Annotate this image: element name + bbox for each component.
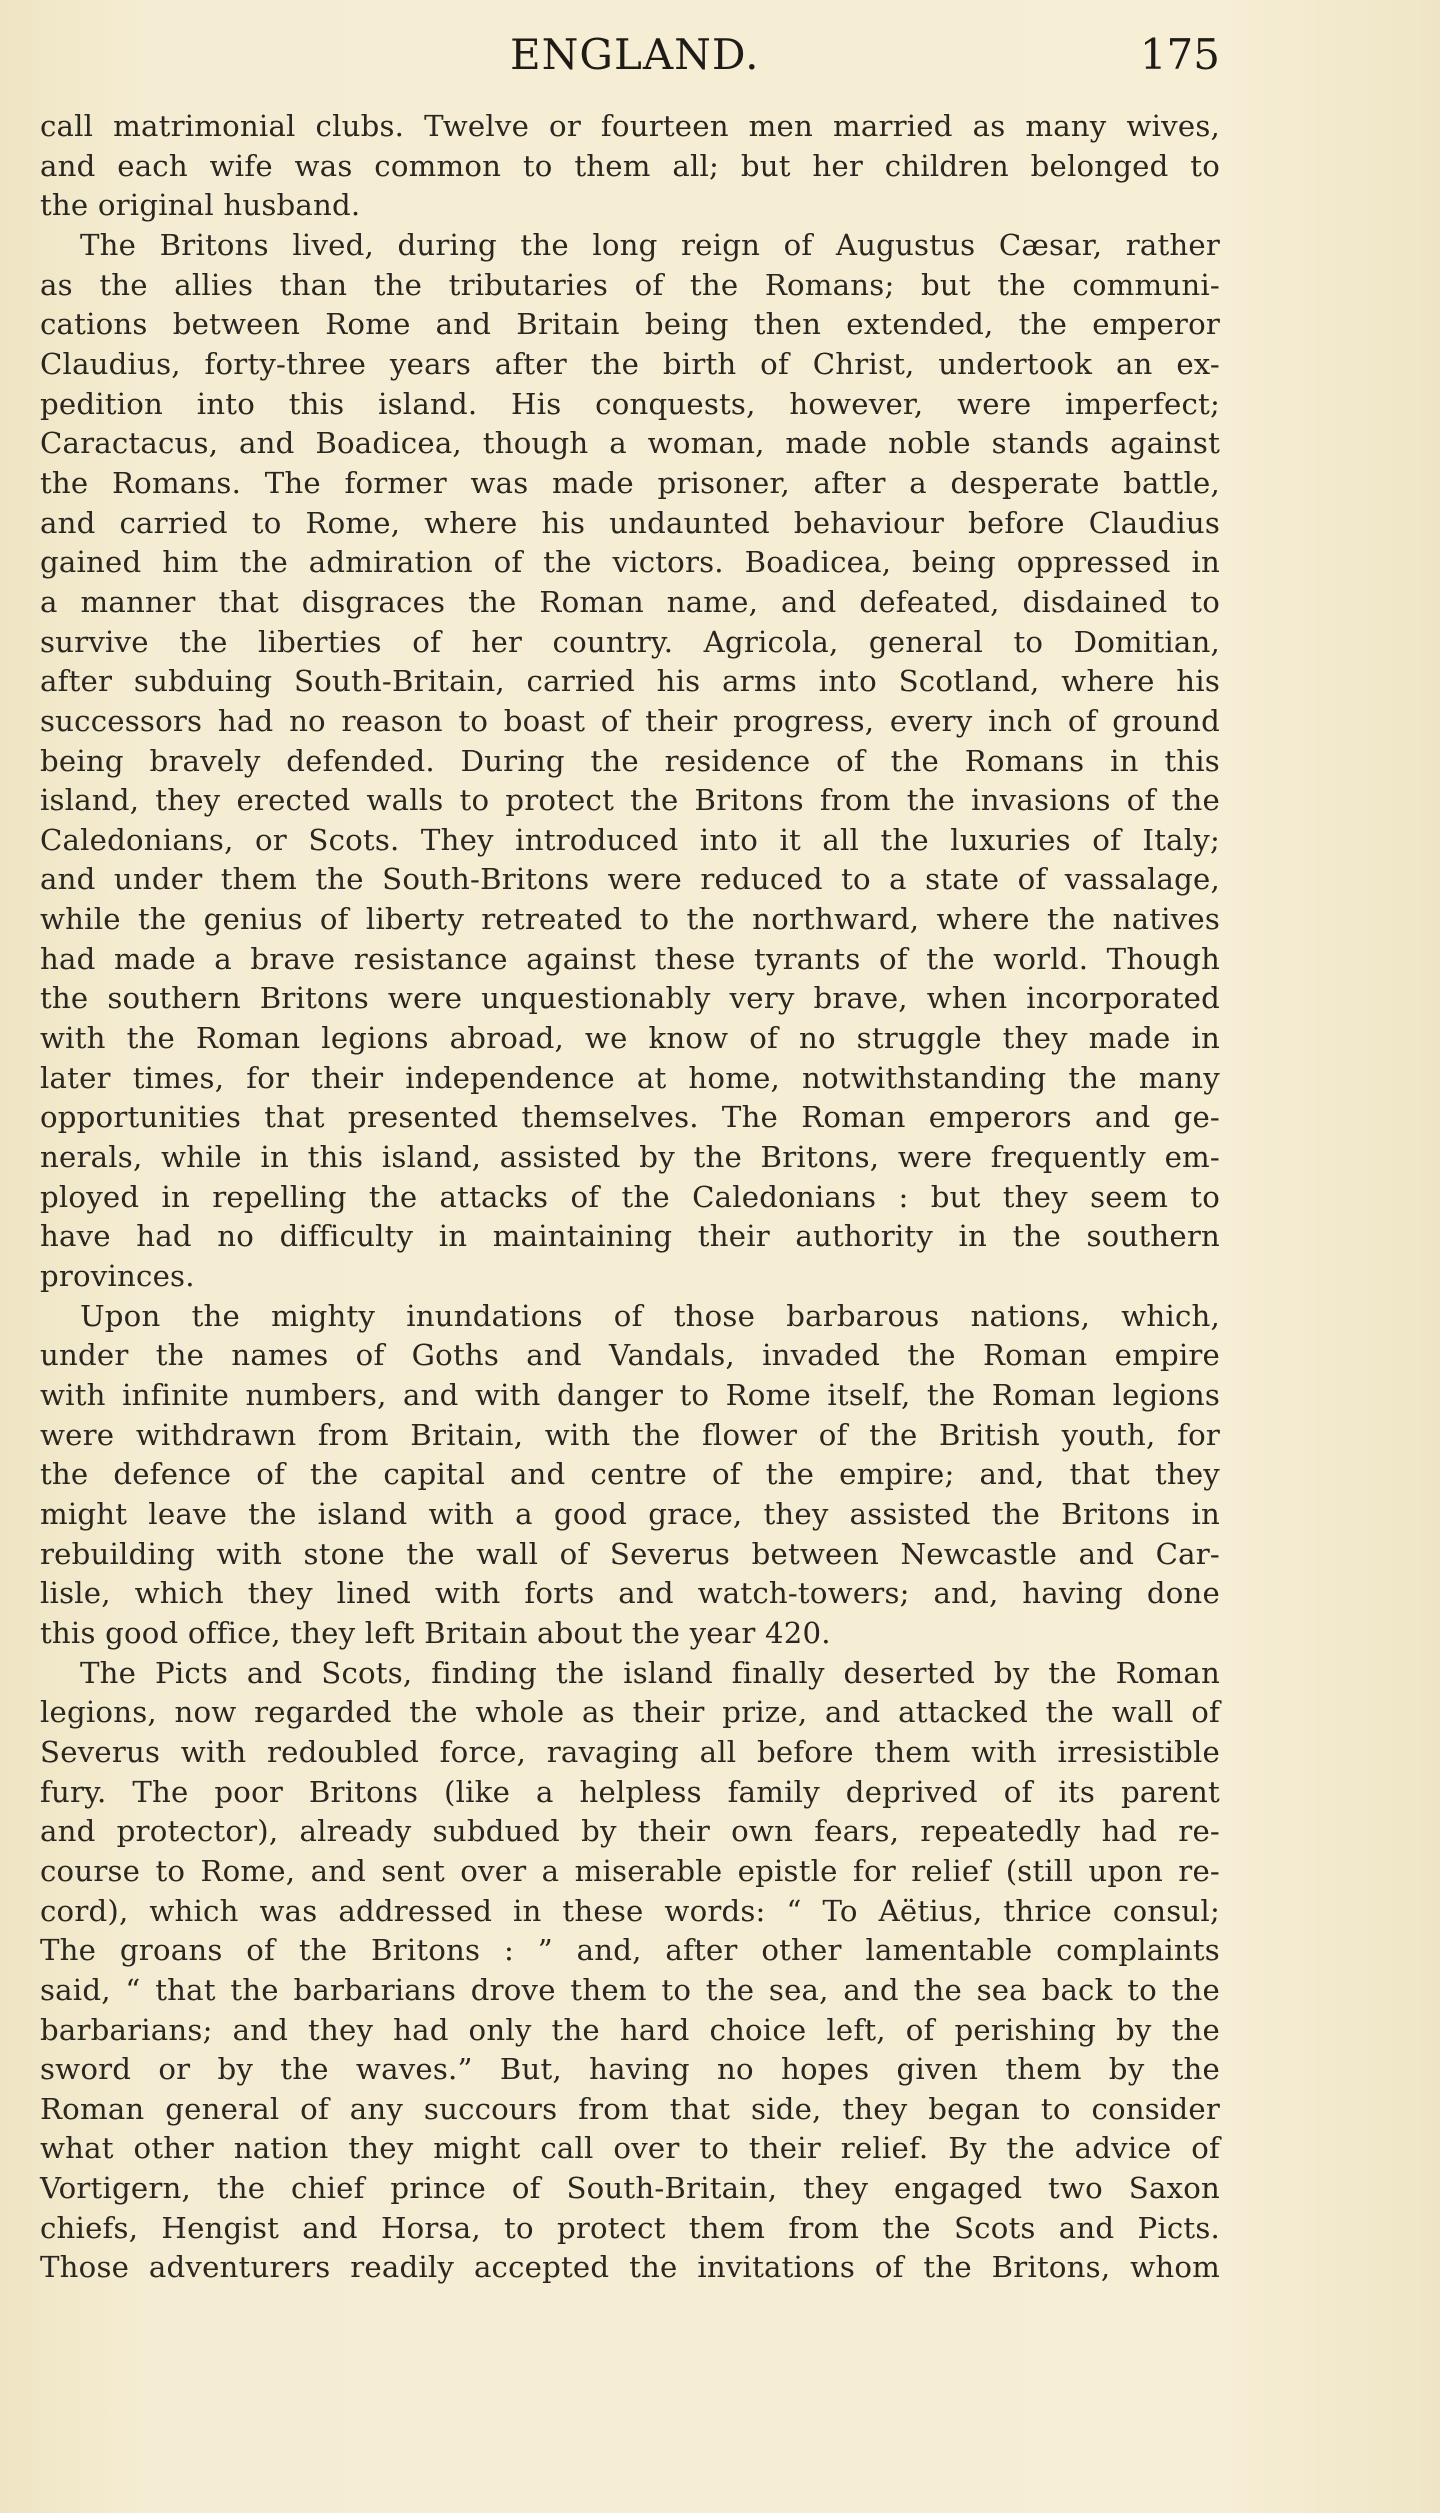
- text-line: and protector), already subdued by their own fears, repeatedly had re-: [40, 1814, 1220, 1849]
- text-line: and each wife was common to them all; but her children belonged to: [40, 148, 1220, 183]
- text-line: survive the liberties of her country. Agricola, general to Domitian,: [40, 624, 1220, 659]
- text-line: Claudius, forty-three years after the birth of Christ, undertook an ex-: [40, 346, 1220, 381]
- text-line: had made a brave resistance against these tyrants of the world. Though: [40, 941, 1220, 976]
- paragraph: [40, 1297, 1220, 1654]
- paragraph: [40, 107, 1220, 226]
- paragraph: [40, 1654, 1220, 2289]
- text-line: chiefs, Hengist and Horsa, to protect them from the Scots and Picts.: [40, 2210, 1220, 2245]
- text-line: after subduing South-Britain, carried his arms into Scotland, where his: [40, 664, 1220, 699]
- text-line: this good office, they left Britain about the year 420.: [40, 1615, 831, 1650]
- text-line: the southern Britons were unquestionably very brave, when incorporated: [40, 981, 1220, 1016]
- text-line: nerals, while in this island, assisted by the Britons, were frequently em-: [40, 1140, 1220, 1175]
- text-line: might leave the island with a good grace, they assisted the Britons in: [40, 1496, 1220, 1531]
- text-line: have had no difficulty in maintaining their authority in the southern: [40, 1219, 1220, 1254]
- text-line: Severus with redoubled force, ravaging all before them with irresistible: [40, 1734, 1220, 1769]
- text-line: as the allies than the tributaries of the Romans; but the communi-: [40, 267, 1220, 302]
- text-line: gained him the admiration of the victors. Boadicea, being oppressed in: [40, 545, 1220, 580]
- text-line: sword or by the waves.” But, having no hopes given them by the: [40, 2052, 1220, 2087]
- body-text: [40, 107, 1220, 2288]
- text-line: and under them the South-Britons were reduced to a state of vassalage,: [40, 862, 1220, 897]
- text-line: being bravely defended. During the residence of the Romans in this: [40, 743, 1220, 778]
- text-line: with infinite numbers, and with danger to Rome itself, the Roman legions: [40, 1378, 1220, 1412]
- text-line: the Romans. The former was made prisoner, after a desperate battle,: [40, 465, 1220, 500]
- text-line: the defence of the capital and centre of the empire; and, that they: [40, 1457, 1220, 1492]
- page-number: 175: [1139, 30, 1220, 79]
- text-line: Vortigern, the chief prince of South-Britain, they engaged two Saxon: [40, 2171, 1220, 2206]
- text-line: island, they erected walls to protect the Britons from the invasions of the: [40, 783, 1220, 818]
- text-line: course to Rome, and sent over a miserable epistle for relief (still upon re-: [40, 1853, 1220, 1888]
- running-title: ENGLAND.: [510, 30, 760, 79]
- text-line: and carried to Rome, where his undaunted behaviour before Claudius: [40, 505, 1220, 540]
- text-line: pedition into this island. His conquests, however, were imperfect;: [40, 386, 1220, 421]
- text-line: Caractacus, and Boadicea, though a woman, made noble stands against: [40, 426, 1220, 461]
- text-line: successors had no reason to boast of their progress, every inch of ground: [40, 703, 1220, 738]
- text-line: a manner that disgraces the Roman name, and defeated, disdained to: [40, 584, 1220, 619]
- text-line: Caledonians, or Scots. They introduced into it all the luxuries of Italy;: [40, 822, 1220, 857]
- text-line: were withdrawn from Britain, with the flower of the British youth, for: [40, 1417, 1220, 1452]
- text-line: what other nation they might call over to their relief. By the advice of: [40, 2131, 1220, 2166]
- text-line: lisle, which they lined with forts and watch-towers; and, having done: [40, 1576, 1220, 1611]
- text-line: The groans of the Britons : ” and, after other lamentable complaints: [40, 1933, 1220, 1968]
- text-line: call matrimonial clubs. Twelve or fourteen men married as many wives,: [40, 109, 1220, 143]
- page-header: [40, 24, 1220, 84]
- text-line: with the Roman legions abroad, we know of no struggle they made in: [40, 1021, 1220, 1056]
- text-line: Upon the mighty inundations of those barbarous nations, which,: [80, 1298, 1220, 1333]
- text-line: barbarians; and they had only the hard choice left, of perishing by the: [40, 2012, 1220, 2047]
- text-line: opportunities that presented themselves. The Roman emperors and ge-: [40, 1100, 1220, 1135]
- text-line: The Picts and Scots, finding the island finally deserted by the Roman: [80, 1655, 1220, 1690]
- text-line: provinces.: [40, 1259, 195, 1294]
- text-line: later times, for their independence at home, notwithstanding the many: [40, 1060, 1220, 1095]
- text-line: cations between Rome and Britain being then extended, the emperor: [40, 307, 1220, 342]
- text-line: the original husband.: [40, 188, 361, 223]
- text-line: legions, now regarded the whole as their prize, and attacked the wall of: [40, 1695, 1220, 1730]
- text-line: said, “ that the barbarians drove them to the sea, and the sea back to the: [40, 1972, 1220, 2007]
- text-line: The Britons lived, during the long reign of Augustus Cæsar, rather: [80, 227, 1220, 262]
- text-line: fury. The poor Britons (like a helpless family deprived of its parent: [40, 1774, 1220, 1809]
- text-line: under the names of Goths and Vandals, invaded the Roman empire: [40, 1338, 1220, 1373]
- text-line: while the genius of liberty retreated to the northward, where the natives: [40, 902, 1220, 937]
- text-line: cord), which was addressed in these words: “ To Aëtius, thrice consul;: [40, 1893, 1220, 1928]
- text-line: rebuilding with stone the wall of Severus between Newcastle and Car-: [40, 1536, 1220, 1571]
- text-line: Roman general of any succours from that side, they began to consider: [40, 2091, 1220, 2126]
- text-line: Those adventurers readily accepted the invitations of the Britons, whom: [40, 2250, 1220, 2285]
- text-line: ployed in repelling the attacks of the Caledonians : but they seem to: [40, 1179, 1220, 1214]
- paragraph: [40, 226, 1220, 1297]
